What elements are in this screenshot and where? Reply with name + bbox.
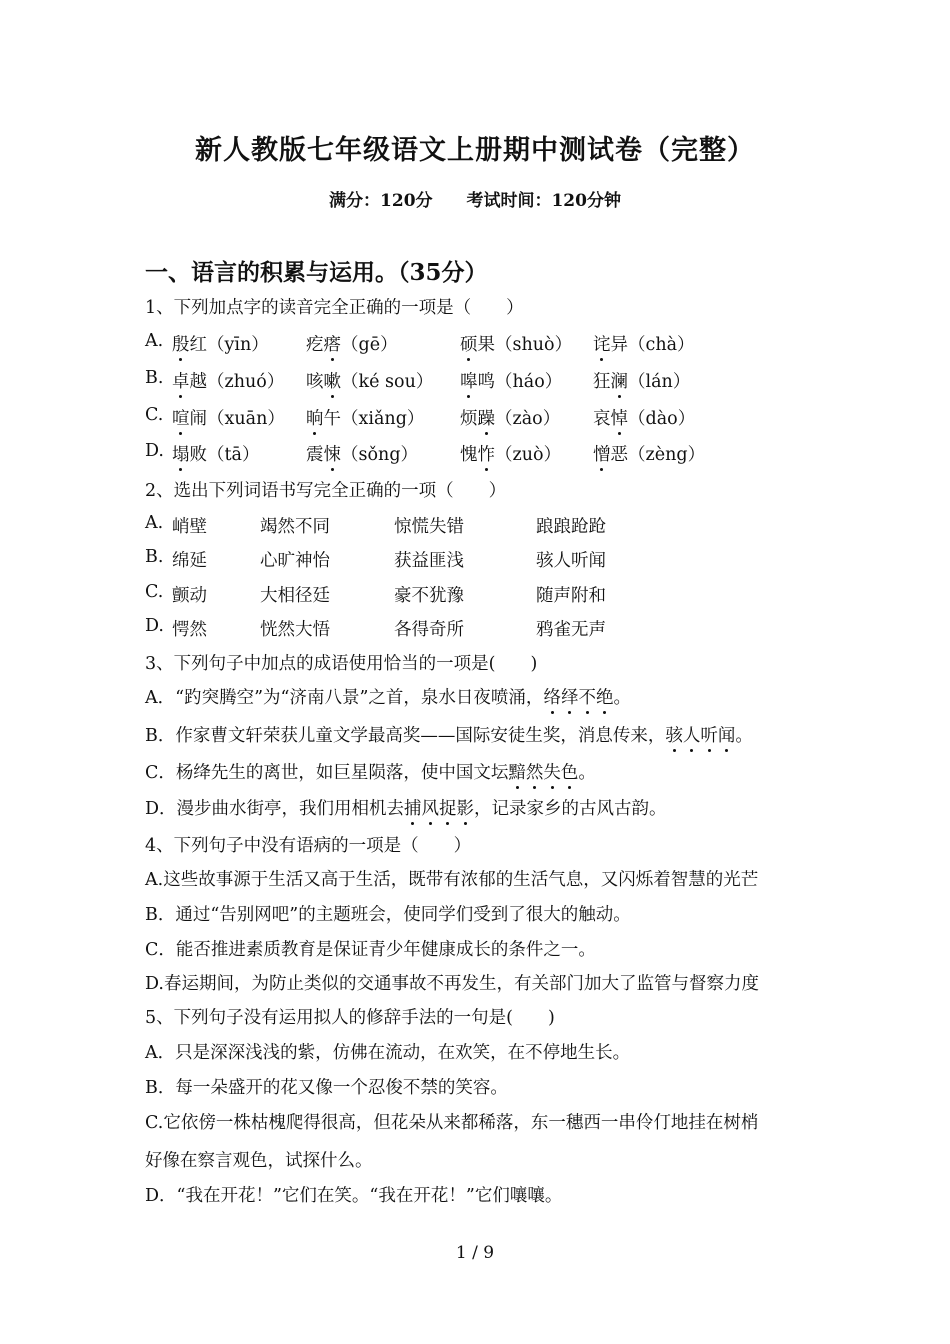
question-1-stem: 1、下列加点字的读音完全正确的一项是（ ） — [145, 298, 524, 318]
option-letter: D. — [145, 616, 164, 636]
option-item: 竭然不同 — [260, 517, 330, 537]
question-5-option-d: D．“我在开花！”它们在笑。“我在开花！”它们嚷嚷。 — [145, 1186, 563, 1206]
option-item: 踉踉跄跄 — [536, 517, 606, 537]
dotted-char: 绎 — [561, 684, 579, 709]
dotted-char: 嗽 — [324, 368, 342, 393]
question-5-option-a: A．只是深深浅浅的紫，仿佛在流动，在欢笑，在不停地生长。 — [145, 1043, 631, 1063]
option-item: 惊慌失错 — [394, 517, 464, 537]
dotted-char: 卓 — [172, 368, 190, 393]
option-item: 疙瘩（gē） — [306, 331, 398, 356]
question-4-stem: 4、下列句子中没有语病的一项是（ ） — [145, 836, 472, 856]
question-4-option-c: C．能否推进素质教育是保证青少年健康成长的条件之一。 — [145, 940, 596, 960]
dotted-char: 然 — [526, 759, 544, 784]
dotted-idiom — [543, 688, 613, 708]
option-text: 。 — [735, 726, 753, 746]
option-item: 恍然大悟 — [260, 620, 330, 640]
page-number: 1 / 9 — [455, 1243, 495, 1263]
option-item: 塌败（tā） — [172, 441, 259, 466]
dotted-idiom — [508, 763, 578, 783]
question-3-option-b — [145, 722, 753, 747]
option-item: 愕然 — [172, 620, 207, 640]
dotted-char: 悼 — [611, 405, 629, 430]
dotted-char: 听 — [700, 722, 718, 747]
dotted-char: 绝 — [596, 684, 614, 709]
option-item: 诧异（chà） — [593, 331, 695, 356]
dotted-char: 捉 — [439, 795, 457, 820]
dotted-char: 捕 — [404, 795, 422, 820]
option-item: 骇人听闻 — [536, 551, 606, 571]
question-2-stem: 2、选出下列词语书写完全正确的一项（ ） — [145, 481, 507, 501]
option-letter: B. — [145, 547, 164, 567]
dotted-char: 黯 — [508, 759, 526, 784]
option-item: 震悚（sǒng） — [306, 441, 418, 466]
dotted-char: 澜 — [611, 368, 629, 393]
option-item: 喧闹（xuān） — [172, 405, 285, 430]
dotted-char: 色 — [561, 759, 579, 784]
full-score: 满分：120分 — [329, 191, 433, 211]
dotted-char: 影 — [457, 795, 475, 820]
option-item: 各得奇所 — [394, 620, 464, 640]
exam-time: 考试时间：120分钟 — [466, 191, 621, 211]
page-title: 新人教版七年级语文上册期中测试卷（完整） — [195, 135, 755, 166]
dotted-char: 诧 — [593, 331, 611, 356]
question-5-stem: 5、下列句子没有运用拟人的修辞手法的一句是( ) — [145, 1008, 555, 1028]
dotted-char: 风 — [422, 795, 440, 820]
option-item: 烦躁（zào） — [460, 405, 560, 430]
dotted-idiom — [404, 799, 474, 819]
question-5-option-c-line1: C.它依傍一株枯槐爬得很高，但花朵从来都稀落，东一穗西一串伶仃地挂在树梢 — [145, 1113, 759, 1133]
question-4-option-b: B．通过“告别网吧”的主题班会，使同学们受到了很大的触动。 — [145, 905, 631, 925]
question-4-option-a: A.这些故事源于生活又高于生活，既带有浓郁的生活气息，又闪烁着智慧的光芒 — [145, 870, 759, 890]
option-item: 硕果（shuò） — [460, 331, 572, 356]
option-item: 鸦雀无声 — [536, 620, 606, 640]
option-text: ，记录家乡的古风古韵。 — [474, 799, 667, 819]
dotted-idiom — [665, 726, 735, 746]
option-item: 颤动 — [172, 586, 207, 606]
option-text: C．杨绛先生的离世，如巨星陨落，使中国文坛 — [145, 763, 509, 783]
option-letter: A. — [145, 513, 164, 533]
dotted-char: 不 — [578, 684, 596, 709]
question-4-option-d: D.春运期间，为防止类似的交通事故不再发生，有关部门加大了监管与督察力度 — [145, 974, 759, 994]
option-item: 晌午（xiǎng） — [306, 405, 424, 430]
exam-info — [0, 186, 950, 211]
dotted-char: 络 — [543, 684, 561, 709]
option-item: 绵延 — [172, 551, 207, 571]
option-item: 随声附和 — [536, 586, 606, 606]
option-text: D．漫步曲水街亭，我们用相机去 — [145, 799, 405, 819]
question-3-option-d — [145, 795, 667, 820]
option-text: 。 — [613, 688, 631, 708]
option-item: 狂澜（lán） — [593, 368, 690, 393]
section-heading: 一、语言的积累与运用。（35分） — [145, 259, 488, 286]
option-letter: B. — [145, 368, 164, 388]
option-item: 卓越（zhuó） — [172, 368, 284, 393]
option-letter: C. — [145, 405, 164, 425]
dotted-char: 硕 — [460, 331, 478, 356]
option-item: 嗥鸣（háo） — [460, 368, 562, 393]
question-5-option-b: B．每一朵盛开的花又像一个忍俊不禁的笑容。 — [145, 1078, 508, 1098]
dotted-char: 闻 — [718, 722, 736, 747]
option-item: 憎恶（zèng） — [593, 441, 705, 466]
dotted-char: 骇 — [665, 722, 683, 747]
option-item: 心旷神怡 — [260, 551, 330, 571]
dotted-char: 嗥 — [460, 368, 478, 393]
question-3-option-c — [145, 759, 596, 784]
option-item: 获益匪浅 — [394, 551, 464, 571]
dotted-char: 失 — [543, 759, 561, 784]
dotted-char: 晌 — [306, 405, 324, 430]
option-item: 咳嗽（ké sou） — [306, 368, 433, 393]
option-item: 殷红（yīn） — [172, 331, 269, 356]
dotted-char: 瘩 — [324, 331, 342, 356]
option-text: A．“趵突腾空”为“济南八景”之首，泉水日夜喷涌， — [145, 688, 544, 708]
dotted-char: 人 — [683, 722, 701, 747]
dotted-char: 悚 — [324, 441, 342, 466]
option-item: 豪不犹豫 — [394, 586, 464, 606]
dotted-char: 塌 — [172, 441, 190, 466]
option-item: 哀悼（dào） — [593, 405, 695, 430]
dotted-char: 怍 — [478, 441, 496, 466]
option-text: 。 — [578, 763, 596, 783]
question-3-option-a — [145, 684, 631, 709]
dotted-char: 殷 — [172, 331, 190, 356]
option-item: 大相径廷 — [260, 586, 330, 606]
question-3-stem: 3、下列句子中加点的成语使用恰当的一项是( ) — [145, 654, 538, 674]
question-5-option-c-line2: 好像在察言观色，试探什么。 — [145, 1151, 373, 1171]
option-text: B．作家曹文轩荣获儿童文学最高奖——国际安徒生奖，消息传来， — [145, 726, 666, 746]
dotted-char: 憎 — [593, 441, 611, 466]
dotted-char: 躁 — [478, 405, 496, 430]
option-item: 愧怍（zuò） — [460, 441, 561, 466]
dotted-char: 喧 — [172, 405, 190, 430]
option-letter: A. — [145, 331, 164, 351]
option-letter: C. — [145, 582, 164, 602]
option-letter: D. — [145, 441, 164, 461]
option-item: 峭壁 — [172, 517, 207, 537]
